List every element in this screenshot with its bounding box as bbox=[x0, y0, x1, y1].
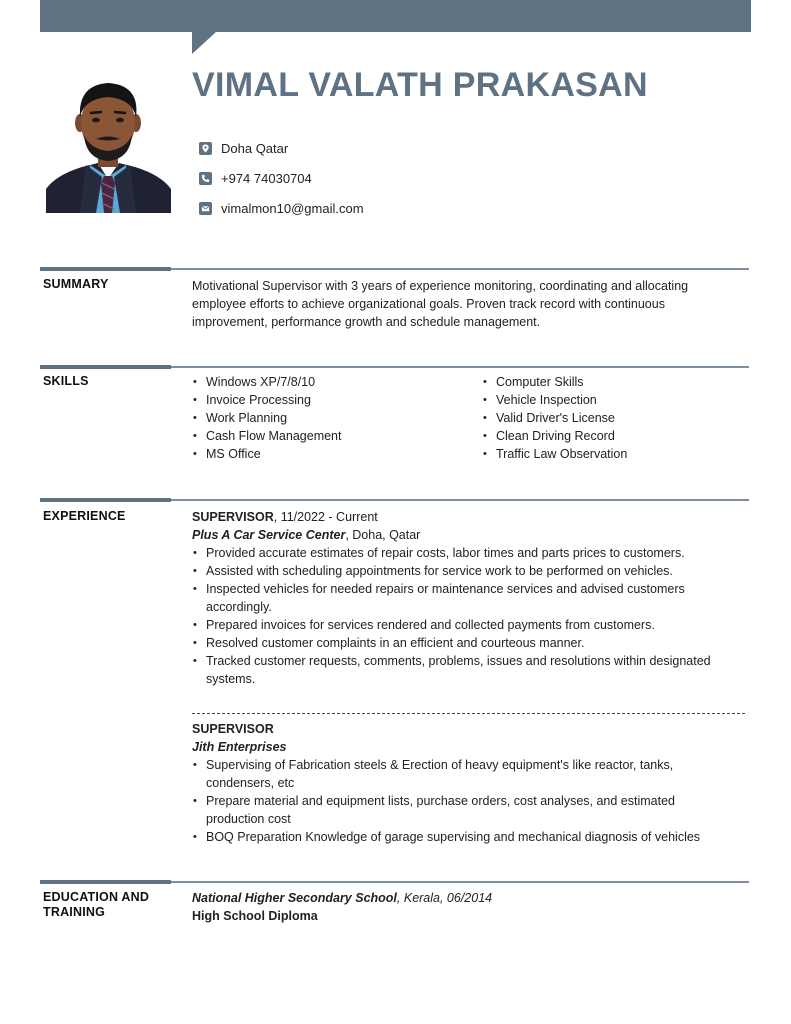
duty-item: • Prepare material and equipment lists, purchase orders, cost analyses, and estimated production cost bbox=[192, 792, 752, 828]
duty-item: • Provided accurate estimates of repair costs, labor times and parts prices to customers. bbox=[192, 544, 752, 562]
education-divider bbox=[40, 881, 749, 883]
employer-name: Plus A Car Service Center bbox=[192, 528, 346, 542]
skill-item: • Cash Flow Management bbox=[192, 427, 462, 445]
skill-item: • MS Office bbox=[192, 445, 462, 463]
contact-phone bbox=[199, 171, 312, 186]
experience-divider bbox=[40, 499, 749, 501]
duty-item: • Tracked customer requests, comments, problems, issues and resolutions within designated systems. bbox=[192, 652, 752, 688]
job-entry bbox=[192, 720, 752, 846]
education-heading: EDUCATION AND TRAINING bbox=[43, 890, 150, 919]
skill-item: • Traffic Law Observation bbox=[482, 445, 752, 463]
summary-line: improvement, performance growth and schedule management. bbox=[192, 315, 541, 329]
summary-line: Motivational Supervisor with 3 years of experience monitoring, coordinating and allocating bbox=[192, 279, 689, 293]
phone-icon bbox=[199, 172, 212, 185]
summary-divider bbox=[40, 268, 749, 270]
job-role: SUPERVISOR bbox=[192, 510, 274, 524]
school-detail: , Kerala, 06/2014 bbox=[396, 891, 493, 905]
school-line bbox=[192, 889, 752, 907]
employer-location: , Doha, Qatar bbox=[345, 528, 421, 542]
email-icon bbox=[199, 202, 212, 215]
skills-list-left bbox=[192, 373, 462, 463]
degree: High School Diploma bbox=[192, 909, 318, 923]
location-text: Doha Qatar bbox=[221, 141, 289, 156]
skills-heading: SKILLS bbox=[43, 374, 89, 388]
duty-item: • Resolved customer complaints in an efficient and courteous manner. bbox=[192, 634, 752, 652]
summary-text bbox=[192, 277, 752, 331]
duty-item: • Prepared invoices for services rendered and collected payments from customers. bbox=[192, 616, 752, 634]
employer-line bbox=[192, 738, 752, 756]
duty-item: • Inspected vehicles for needed repairs or maintenance services and advised customers accordingly. bbox=[192, 580, 752, 616]
job-role: SUPERVISOR bbox=[192, 722, 274, 736]
skill-item: • Computer Skills bbox=[482, 373, 752, 391]
location-pin-icon bbox=[199, 142, 212, 155]
summary-line: employee efforts to achieve organizational goals. Proven track record with continuous bbox=[192, 297, 665, 311]
skills-divider bbox=[40, 366, 749, 368]
skill-item: • Invoice Processing bbox=[192, 391, 462, 409]
education-entry bbox=[192, 889, 752, 925]
experience-heading: EXPERIENCE bbox=[43, 509, 126, 523]
skill-item: • Windows XP/7/8/10 bbox=[192, 373, 462, 391]
duty-item: • BOQ Preparation Knowledge of garage supervising and mechanical diagnosis of vehicles bbox=[192, 828, 752, 846]
duty-item: • Assisted with scheduling appointments for service work to be performed on vehicles. bbox=[192, 562, 752, 580]
employer-line bbox=[192, 526, 752, 544]
job-entry bbox=[192, 508, 752, 688]
summary-heading: SUMMARY bbox=[43, 277, 109, 291]
email-text[interactable]: vimalmon10@gmail.com bbox=[221, 201, 364, 216]
job-title-line bbox=[192, 508, 752, 526]
job-duties bbox=[192, 756, 752, 846]
duty-item: • Supervising of Fabrication steels & Erection of heavy equipment's like reactor, tanks, condensers, etc bbox=[192, 756, 752, 792]
skill-item: • Valid Driver's License bbox=[482, 409, 752, 427]
profile-photo bbox=[46, 79, 171, 213]
phone-text: +974 74030704 bbox=[221, 171, 312, 186]
contact-email bbox=[199, 201, 364, 216]
job-dates: , 11/2022 - Current bbox=[273, 510, 378, 524]
employer-name: Jith Enterprises bbox=[192, 740, 287, 754]
skill-item: • Vehicle Inspection bbox=[482, 391, 752, 409]
job-separator bbox=[192, 713, 745, 714]
header-bar bbox=[40, 0, 751, 32]
skills-list-right bbox=[482, 373, 752, 463]
job-title-line bbox=[192, 720, 752, 738]
skill-item: • Work Planning bbox=[192, 409, 462, 427]
contact-location bbox=[199, 141, 288, 156]
header-notch bbox=[192, 32, 216, 54]
candidate-name: VIMAL VALATH PRAKASAN bbox=[192, 66, 648, 104]
school-name: National Higher Secondary School bbox=[192, 891, 397, 905]
skill-item: • Clean Driving Record bbox=[482, 427, 752, 445]
job-duties bbox=[192, 544, 752, 688]
